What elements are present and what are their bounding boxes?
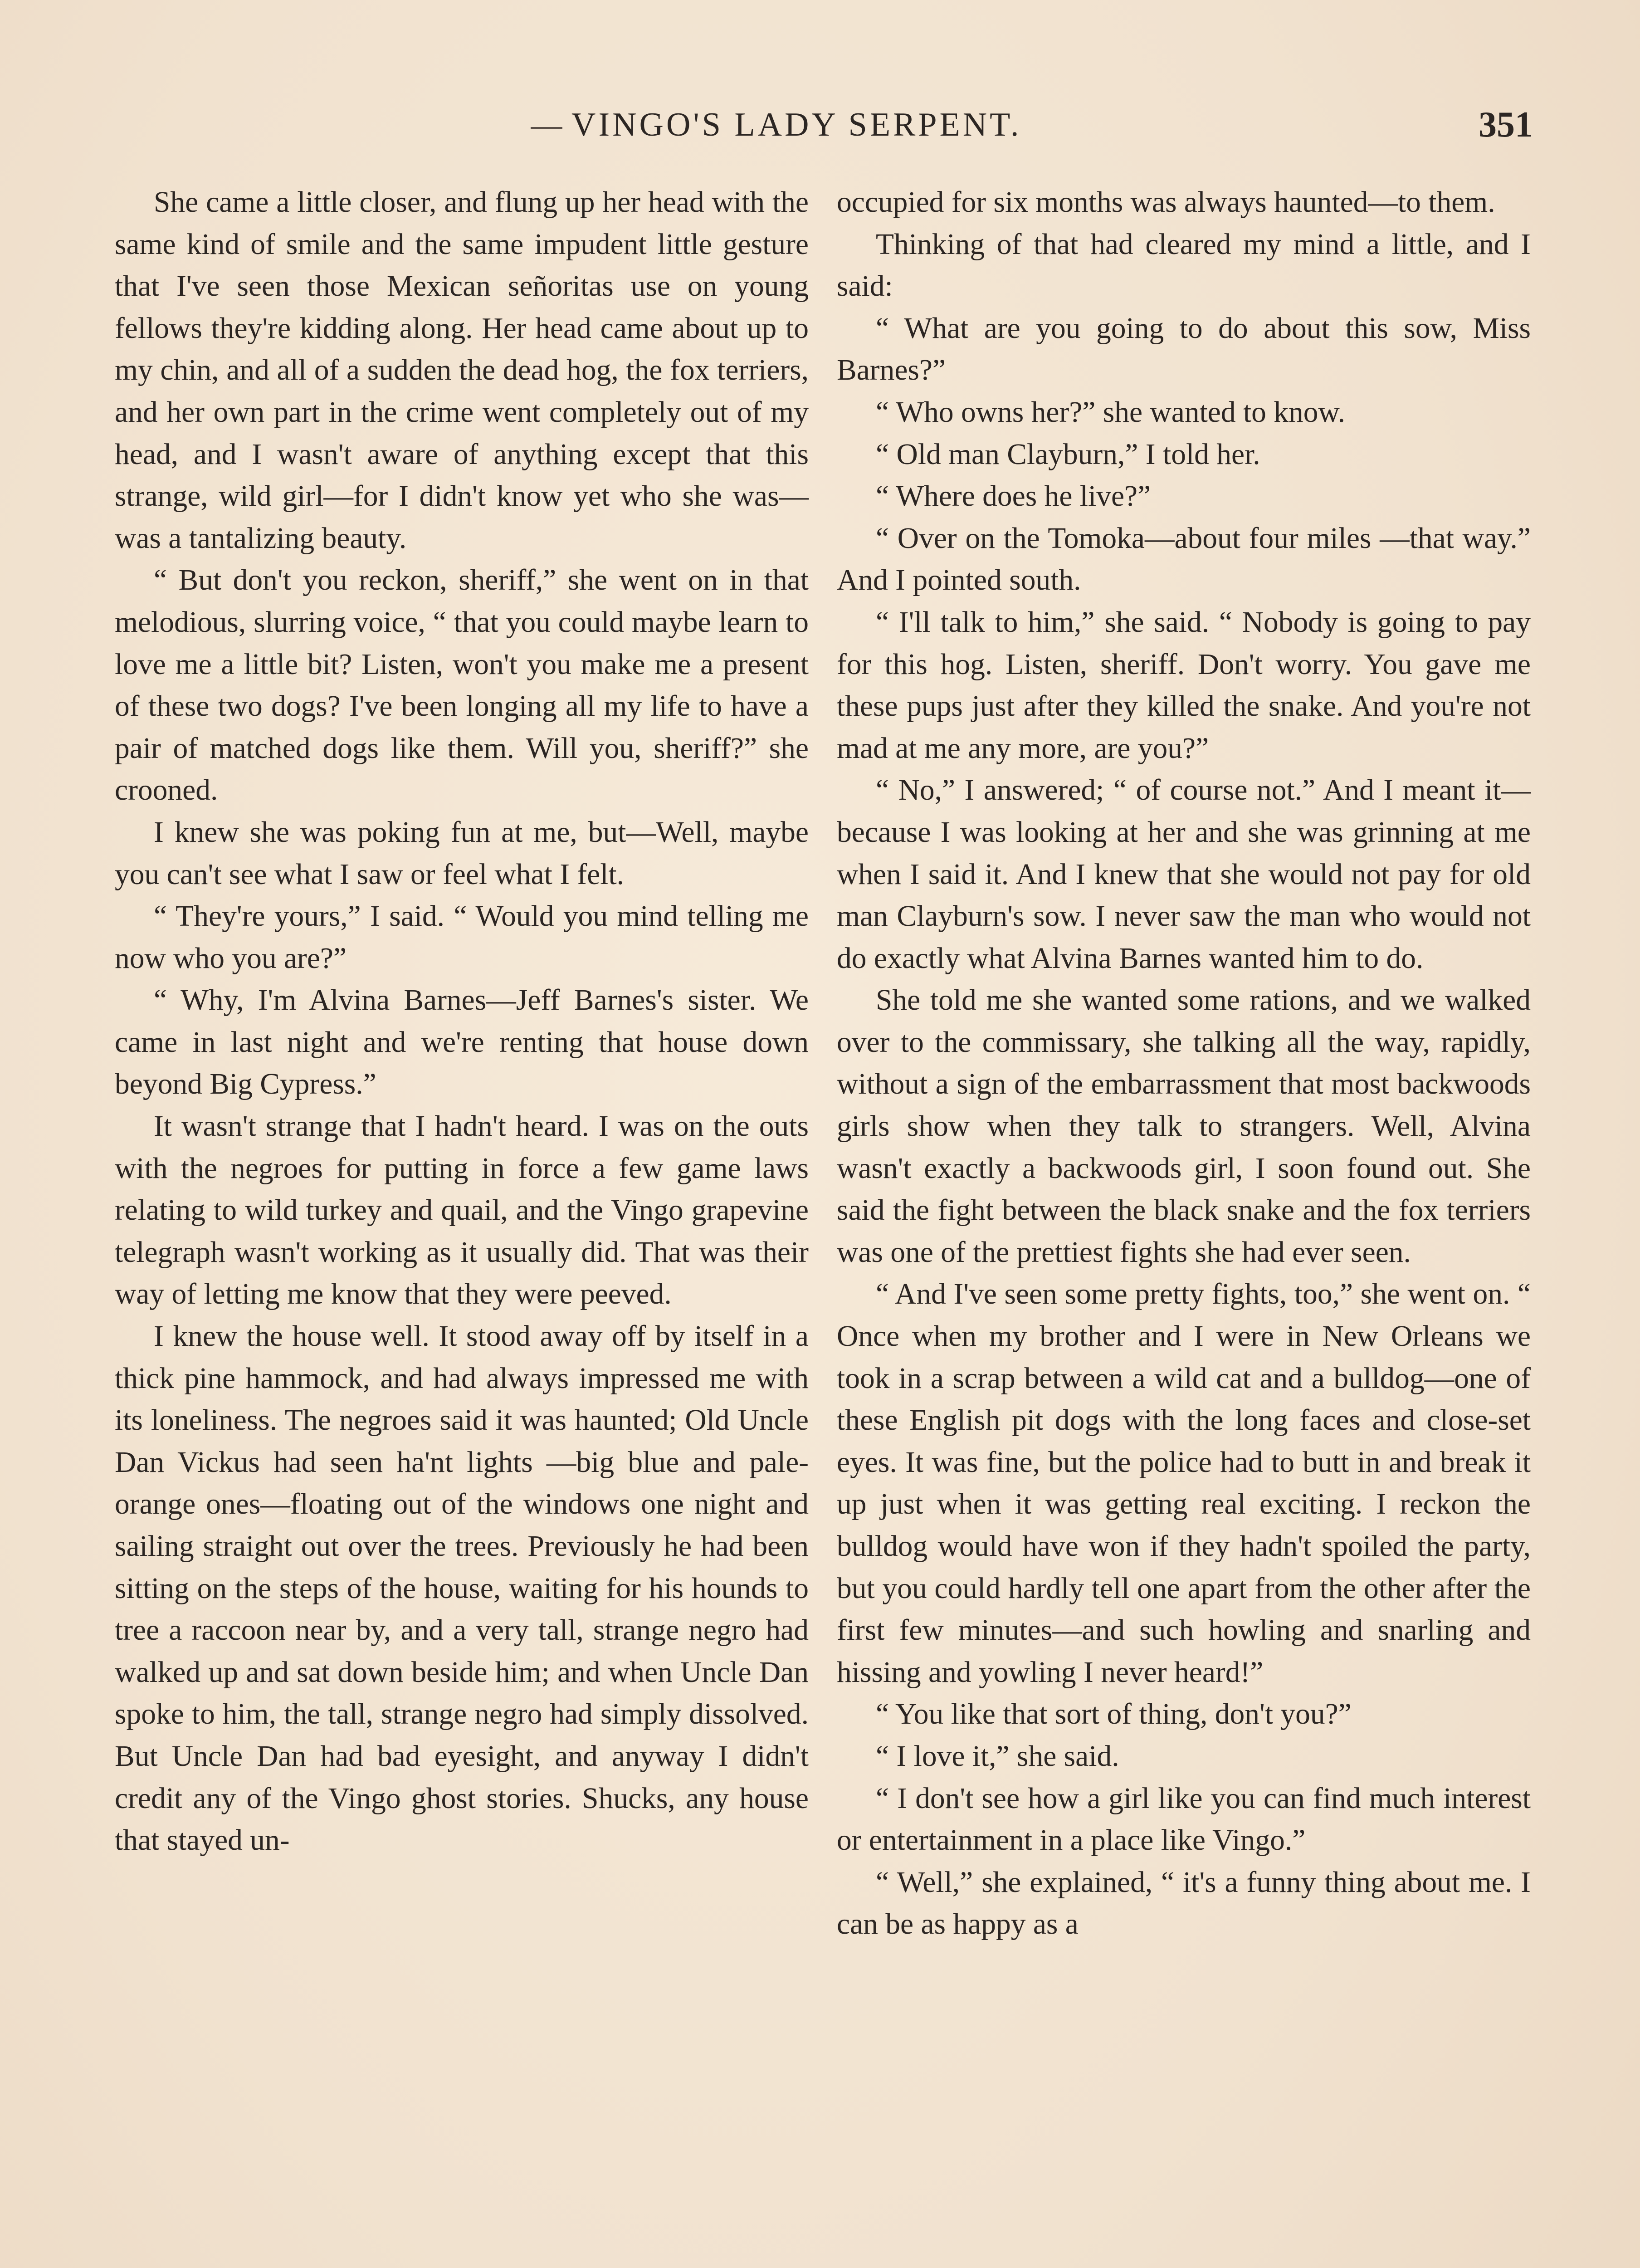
paragraph: “ I love it,” she said. xyxy=(876,1740,1119,1773)
paragraph: “ Why, I'm Alvina Barnes—Jeff Barnes's sister. We came in last night and we're renting that house down beyond Big Cypress.” xyxy=(115,984,809,1101)
header-rule xyxy=(531,127,562,129)
paragraph: “ I don't see how a girl like you can find much interest or entertainment in a place like Vingo.” xyxy=(837,1782,1531,1857)
paragraph: “ They're yours,” I said. “ Would you mind telling me now who you are?” xyxy=(115,900,809,975)
continued-paragraph: occupied for six months was always haunted—to them. xyxy=(837,186,1495,219)
paragraph: “ Over on the Tomoka—about four miles —that way.” And I pointed south. xyxy=(837,522,1531,597)
paragraph: “ I'll talk to him,” she said. “ Nobody is going to pay for this hog. Listen, sheriff. Don't worry. You gave me these pups just after they killed the snake. And you're not mad at me any more, are you?” xyxy=(837,606,1531,765)
paragraph: “ Well,” she explained, “ it's a funny thing about me. I can be as happy as a xyxy=(837,1866,1531,1941)
paragraph: I knew the house well. It stood away off by itself in a thick pine hammock, and had always impressed me with its loneliness. The negroes said it was haunted; Old Uncle Dan Vickus had seen ha'nt lights —big blue and pale-orange ones—floating out of the windows one night and sailing straight out over the trees. Previously he had been sitting on the steps of the house, waiting for his hounds to tree a raccoon near by, and a very tall, strange negro had walked up and sat down beside him; and when Uncle Dan spoke to him, the tall, strange negro had simply dissolved. But Uncle Dan had bad eyesight, and anyway I didn't credit any of the Vingo ghost stories. Shucks, any house that stayed un- xyxy=(115,1320,809,1857)
paragraph: “ What are you going to do about this sow, Miss Barnes?” xyxy=(837,312,1531,387)
paragraph: She told me she wanted some rations, and we walked over to the commissary, she talking all the way, rapidly, without a sign of the embarrassment that most backwoods girls show when they talk to strangers. Well, Alvina wasn't exactly a backwoods girl, I soon found out. She said the fight between the black snake and the fox terriers was one of the prettiest fights she had ever seen. xyxy=(837,984,1531,1269)
page-header xyxy=(113,95,1533,154)
page-number: 351 xyxy=(1479,105,1533,145)
paragraph: “ And I've seen some pretty fights, too,” she went on. “ Once when my brother and I were in New Orleans we took in a scrap between a wild cat and a bulldog—one of these English pit dogs with the long faces and close-set eyes. It was fine, but the police had to butt in and break it up just when it was getting real exciting. I reckon the bulldog would have won if they hadn't spoiled the party, but you could hardly tell one apart from the other after the first few minutes—and such howling and snarling and hissing and yowling I never heard!” xyxy=(837,1278,1531,1689)
paragraph: “ Old man Clayburn,” I told her. xyxy=(876,438,1260,471)
paragraph: I knew she was poking fun at me, but—Well, maybe you can't see what I saw or feel what I felt. xyxy=(115,816,809,891)
paragraph: “ Who owns her?” she wanted to know. xyxy=(876,396,1345,429)
paragraph: “ No,” I answered; “ of course not.” And I meant it—because I was looking at her and she was grinning at me when I said it. And I knew that she would not pay for old man Clayburn's sow. I never saw the man who would not do exactly what Alvina Barnes wanted him to do. xyxy=(837,774,1531,975)
left-column xyxy=(115,181,809,1862)
paragraph: “ Where does he live?” xyxy=(876,480,1151,513)
paragraph: It wasn't strange that I hadn't heard. I was on the outs with the negroes for putting in force a few game laws relating to wild turkey and quail, and the Vingo grapevine telegraph wasn't working as it usually did. That was their way of letting me know that they were peeved. xyxy=(115,1110,809,1311)
paragraph: “ You like that sort of thing, don't you?” xyxy=(876,1698,1352,1731)
running-head: VINGO'S LADY SERPENT. xyxy=(571,106,1022,143)
right-column xyxy=(837,181,1531,1945)
paragraph: She came a little closer, and flung up her head with the same kind of smile and the same impudent little gesture that I've seen those Mexican señoritas use on young fellows they're kidding along. Her head came about up to my chin, and all of a sudden the dead hog, the fox terriers, and her own part in the crime went completely out of my head, and I wasn't aware of anything except that this strange, wild girl—for I didn't know yet who she was—was a tantalizing beauty. xyxy=(115,186,809,555)
paragraph: Thinking of that had cleared my mind a little, and I said: xyxy=(837,228,1531,303)
paragraph: “ But don't you reckon, sheriff,” she went on in that melodious, slurring voice, “ that you could maybe learn to love me a little bit? Listen, won't you make me a present of these two dogs? I've been longing all my life to have a pair of matched dogs like them. Will you, sheriff?” she crooned. xyxy=(115,564,809,807)
